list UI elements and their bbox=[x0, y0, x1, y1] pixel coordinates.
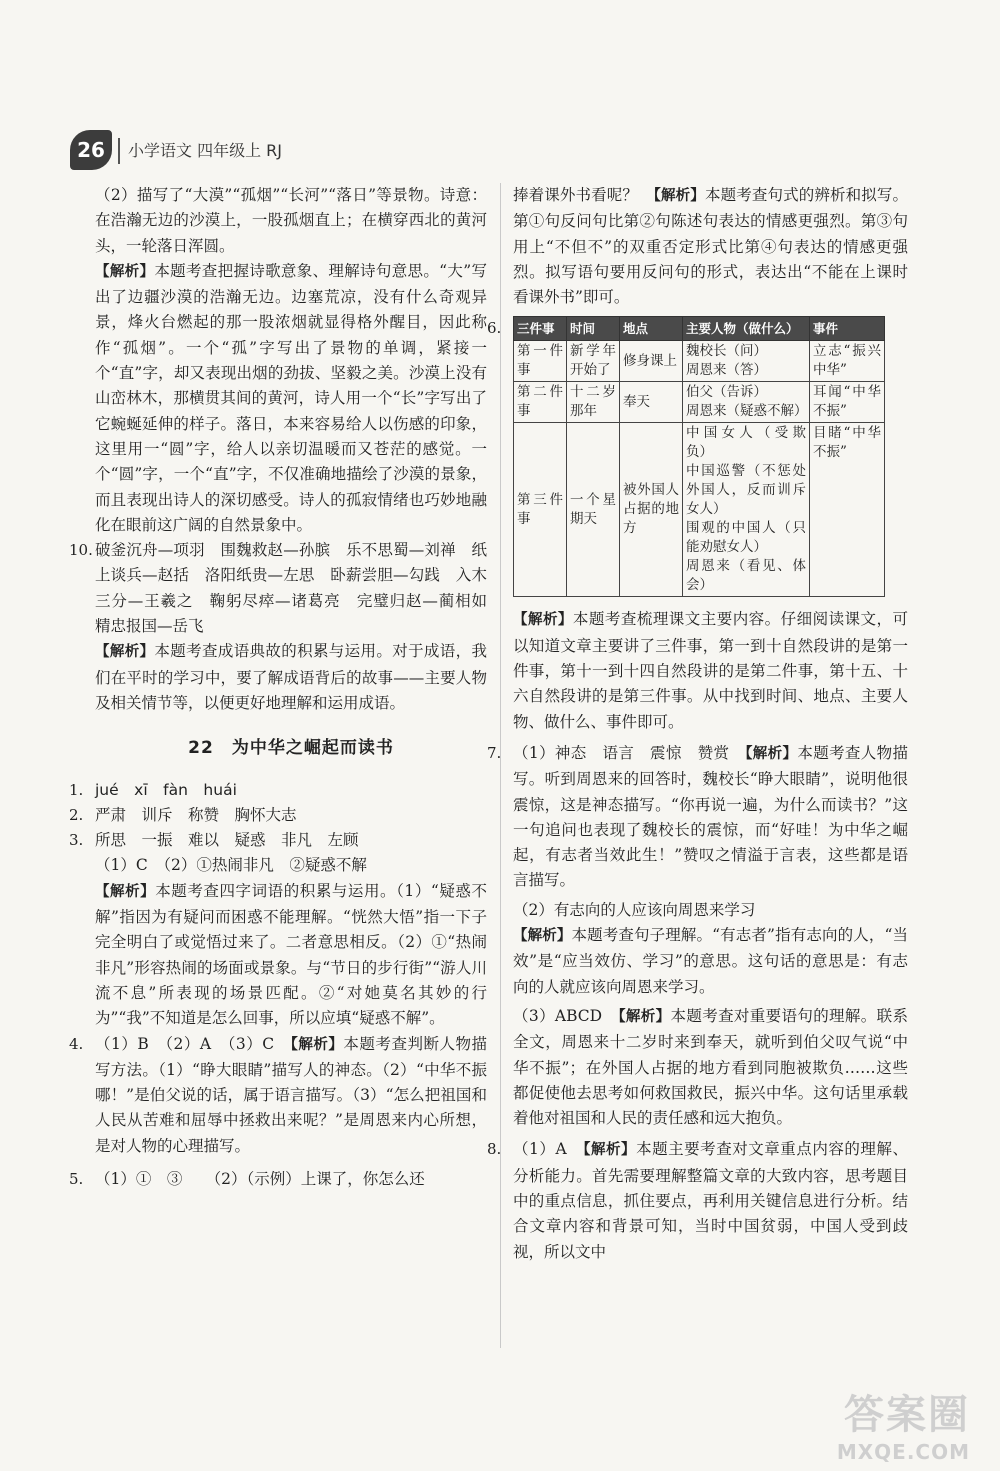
q3-answer: 所思 一振 难以 疑惑 非凡 左顾 bbox=[95, 831, 359, 850]
q2 bbox=[69, 803, 487, 828]
analysis-tag: 【解析】 bbox=[513, 928, 572, 945]
table-cell: 中国女人（受欺负） 中国巡警（不惩处外国人，反而训斥女人） 围观的中国人（只能劝慰女人） 周恩来（看见、体会） bbox=[683, 423, 810, 597]
table-header-cell: 时间 bbox=[567, 317, 620, 341]
watermark-logo bbox=[770, 1383, 970, 1464]
book-title: 小学语文 四年级上 RJ bbox=[128, 141, 283, 160]
item9-part2: （2）描写了“大漠”“孤烟”“长河”“落日”等景物。诗意：在浩瀚无边的沙漠上，一股孤烟直上；在横穿西北的黄河头，一轮落日浑圆。 bbox=[95, 186, 487, 255]
q7-2: （2）有志向的人应该向周恩来学习 bbox=[513, 900, 756, 919]
table-cell: 立志“振兴中华” bbox=[810, 341, 885, 382]
table-header-cell: 主要人物（做什么） bbox=[683, 317, 810, 341]
analysis-text: 本题主要考查对文章重点内容的理解、分析能力。首先需要理解整篇文章的大致内容，思考题目中的重点信息，抓住要点，再利用关键信息进行分析。结合文章内容和背景可知，当时中国贫弱，中国人受到歧视，所以文中 bbox=[513, 1140, 908, 1261]
q3-analysis bbox=[95, 879, 487, 1032]
analysis-tag: 【解析】 bbox=[583, 1142, 637, 1159]
table-row bbox=[514, 382, 885, 423]
watermark-line2: MXQE.COM bbox=[836, 1440, 970, 1464]
analysis-tag: 【解析】 bbox=[95, 883, 156, 900]
table-cell: 修身课上 bbox=[620, 341, 683, 382]
q8-answer: （1）A bbox=[513, 1140, 567, 1159]
question-number: 10. bbox=[69, 541, 93, 560]
analysis-tag: 【解析】 bbox=[95, 644, 155, 661]
q7 bbox=[487, 741, 908, 894]
q6-analysis bbox=[513, 607, 908, 734]
analysis-text: 本题考查四字词语的积累与运用。（1）“疑惑不解”指因为有疑问而困惑不能理解。“恍然大悟”指一下子完全明白了或觉悟过来了。二者意思相反。（2）①“热闹非凡”形容热闹的场面或景象。与“节日的步行街”“游人川流不息”所表现的场景匹配。②“对她莫名其妙的行为”“我”不知道是怎么回事，所以应填“疑惑不解”。 bbox=[95, 881, 487, 1028]
page-header bbox=[70, 130, 510, 174]
question-number: 8. bbox=[487, 1140, 502, 1159]
analysis-text: 本题考查句式的辨析和拟写。第①句反问句比第②句陈述句表达的情感更强烈。第③句用上“不但不”的双重否定形式比第④句表达的情感更强烈。拟写语句要用反问句的形式，表达出“不能在上课时看课外书”即可。 bbox=[513, 186, 908, 307]
analysis-tag: 【解析】 bbox=[618, 1008, 671, 1025]
q3 bbox=[69, 828, 487, 853]
q2-answer: 严肃 训斥 称赞 胸怀大志 bbox=[95, 805, 297, 824]
table-row bbox=[514, 423, 885, 597]
table-cell: 耳闻“中华不振” bbox=[810, 382, 885, 423]
table-cell: 奉天 bbox=[620, 382, 683, 423]
q1 bbox=[69, 778, 487, 803]
q7-1-answers: （1）神态 语言 震惊 赞赏 bbox=[513, 743, 730, 762]
table-row bbox=[514, 341, 885, 382]
analysis-text: 本题考查句子理解。“有志者”指有志向的人，“当效”是“应当效仿、学习”的意思。这句话的意思是：有志向的人就应该向周恩来学习。 bbox=[513, 926, 908, 996]
header-divider bbox=[118, 138, 120, 164]
analysis-text: 本题考查把握诗歌意象、理解诗句意思。“大”写出了边疆沙漠的浩瀚无边。边塞荒凉，没有什么奇观异景，烽火台燃起的那一股浓烟就显得格外醒目，因此称作“孤烟”。一个“孤”字写出了景物的单调，紧接一个“直”字，却又表现出烟的劲拔、坚毅之美。沙漠上没有山峦林木，那横贯其间的黄河，诗人用一个“长”字写出了它蜿蜒延伸的样子。落日，本来容易给人以伤感的印象，这里用一“圆”字，给人以亲切温暖而又苍茫的感觉。一个“圆”字，一个“直”字，不仅准确地描绘了沙漠的景象，而且表现出诗人的深切感受。诗人的孤寂情绪也巧妙地融化在眼前这广阔的自然景象中。 bbox=[95, 261, 488, 534]
item10 bbox=[69, 538, 503, 639]
q7-3 bbox=[513, 1004, 908, 1131]
item10-answer: 破釜沉舟—项羽 围魏救赵—孙膑 乐不思蜀—刘禅 纸上谈兵—赵括 洛阳纸贵—左思 卧薪尝胆—勾践 入木三分—王羲之 鞠躬尽瘁—诸葛亮 完璧归赵—蔺相如 精忠报国—岳飞 bbox=[95, 541, 503, 636]
q7-2-analysis bbox=[513, 923, 908, 1000]
q4-answers: （1）B （2）A （3）C bbox=[95, 1034, 275, 1053]
question-number: 3. bbox=[69, 831, 84, 850]
table-header-cell: 事件 bbox=[810, 317, 885, 341]
q5 bbox=[69, 1167, 487, 1192]
question-number: 6. bbox=[487, 319, 502, 338]
table-cell: 第二件事 bbox=[514, 382, 567, 423]
item9-analysis bbox=[95, 259, 487, 538]
question-number: 5. bbox=[69, 1169, 84, 1188]
right-column bbox=[487, 183, 908, 1265]
analysis-text: 本题考查成语典故的积累与运用。对于成语，我们在平时的学习中，要了解成语背后的故事——主要人物及相关情节等，以便更好地理解和运用成语。 bbox=[95, 642, 487, 712]
q5-cont-text: 捧着课外书看呢？ bbox=[513, 186, 639, 204]
left-column bbox=[69, 183, 503, 1192]
q8 bbox=[487, 1137, 908, 1264]
table-header-cell: 三件事 bbox=[514, 317, 567, 341]
analysis-tag: 【解析】 bbox=[745, 745, 798, 762]
watermark-line1: 答案圈 bbox=[844, 1392, 970, 1438]
table-cell: 十二岁那年 bbox=[567, 382, 620, 423]
table-cell: 第三件事 bbox=[514, 423, 567, 597]
q4 bbox=[69, 1032, 487, 1159]
analysis-tag: 【解析】 bbox=[95, 263, 155, 280]
q7-3-answer: （3）ABCD bbox=[513, 1006, 603, 1025]
question-number: 7. bbox=[487, 743, 502, 762]
analysis-tag: 【解析】 bbox=[653, 188, 705, 204]
table-cell: 伯父（告诉） 周恩来（疑惑不解） bbox=[683, 382, 810, 423]
question-number: 1. bbox=[69, 780, 84, 799]
table-cell: 目睹“中华不振” bbox=[810, 423, 885, 597]
q5-answer: （1）① ③ （2）（示例）上课了，你怎么还 bbox=[95, 1169, 425, 1188]
q1-answer: jué xī fàn huái bbox=[95, 780, 237, 799]
table-cell: 被外国人占据的地方 bbox=[620, 423, 683, 597]
analysis-text: 本题考查梳理课文主要内容。仔细阅读课文，可以知道文章主要讲了三件事，第一到十自然段讲的是第一件事，第十一到十四自然段讲的是第二件事，第十五、十六自然段讲的是第三件事。从中找到时间、地点、主要人物、做什么、事件即可。 bbox=[513, 610, 908, 731]
table-cell: 第一件事 bbox=[514, 341, 567, 382]
table-header-cell: 地点 bbox=[620, 317, 683, 341]
q6 bbox=[487, 316, 908, 597]
question-number: 2. bbox=[69, 805, 84, 824]
events-table bbox=[513, 316, 885, 597]
question-number: 4. bbox=[69, 1034, 84, 1053]
analysis-tag: 【解析】 bbox=[513, 612, 573, 629]
analysis-text: 本题考查判断人物描写方法。（1）“睁大眼睛”描写人的神态。（2）“中华不振哪！”是伯父说的话，属于语言描写。（3）“怎么把祖国和人民从苦难和屈辱中拯救出来呢？”是周恩来内心所想，是对人物的心理描写。 bbox=[95, 1034, 487, 1155]
table-cell: 魏校长（问） 周恩来（答） bbox=[683, 341, 810, 382]
table-cell: 新学年开始了 bbox=[567, 341, 620, 382]
table-cell: 一个星期天 bbox=[567, 423, 620, 597]
page-number-badge: 26 bbox=[70, 130, 112, 170]
q5-continued bbox=[513, 183, 908, 310]
analysis-tag: 【解析】 bbox=[290, 1036, 344, 1053]
section-title: 22 为中华之崛起而读书 bbox=[188, 738, 394, 759]
table-header-row bbox=[514, 317, 885, 341]
analysis-text: 本题考查人物描写。听到周恩来的回答时，魏校长“睁大眼睛”，说明他很震惊，这是神态描写。“你再说一遍，为什么而读书？”这一句追问也表现了魏校长的震惊，而“好哇！为中华之崛起，有志者当效此生！”赞叹之情溢于言表，这些都是语言描写。 bbox=[513, 743, 908, 890]
q3-sub: （1）C （2）①热闹非凡 ②疑惑不解 bbox=[95, 856, 367, 875]
analysis-text: 本题考查对重要语句的理解。联系全文，周恩来十二岁时来到奉天，就听到伯父叹气说“中华不振”；在外国人占据的地方看到同胞被欺负……这些都促使他去思考如何救国救民，振兴中华。这句话里承载着他对祖国和人民的责任感和远大抱负。 bbox=[513, 1006, 908, 1128]
item10-analysis bbox=[95, 639, 487, 716]
